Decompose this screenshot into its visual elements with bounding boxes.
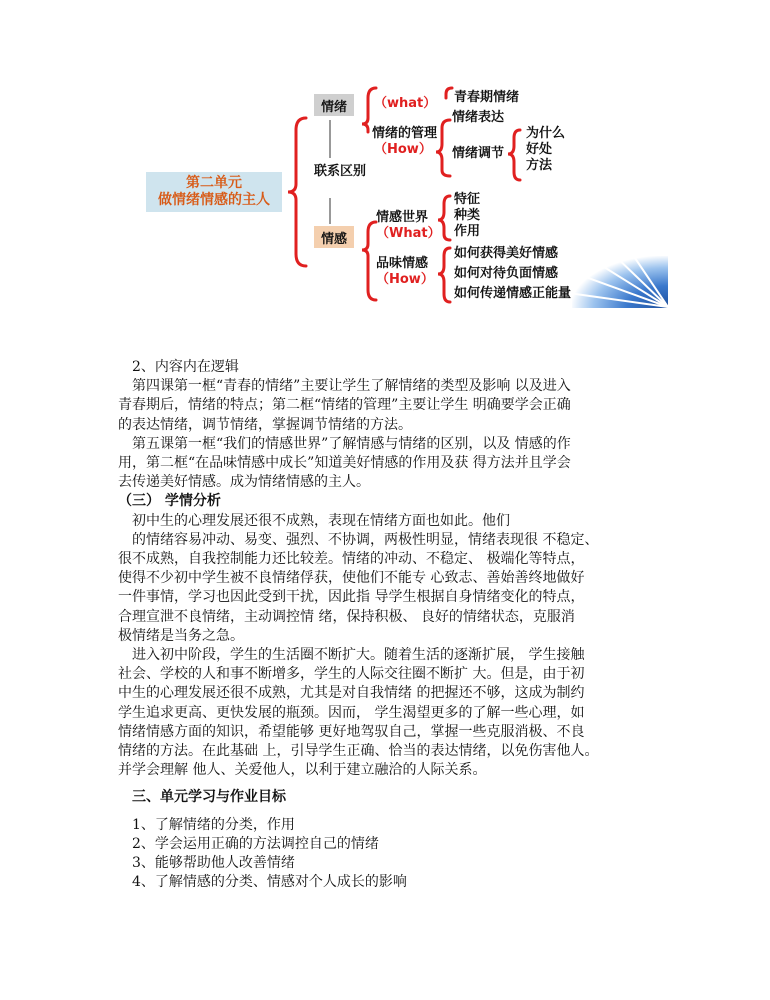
feeling-world-item-1: 种类	[454, 208, 481, 223]
para2-line-0: 第五课第一框“我们的情感世界”了解情感与情绪的区别，以及 情感的作	[132, 435, 571, 452]
para4-line-1: 社会、学校的人和事不断增多，学生的人际交往圈不断扩 大。但是，由于初	[118, 666, 585, 683]
savor-item-0: 如何获得美好情感	[454, 246, 559, 261]
para4-line-4: 情绪情感方面的知识，希望能够 更好地驾驭自己，掌握一些克服消极、不良	[118, 723, 585, 740]
para4-line-0: 进入初中阶段，学生的生活圈不断扩大。随着生活的逐渐扩展， 学生接触	[132, 647, 585, 664]
regulation-item-2: 方法	[526, 158, 553, 173]
flower-decoration	[572, 256, 668, 308]
para3-line-0: 初中生的心理发展还很不成熟，表现在情绪方面也如此。他们	[132, 512, 510, 529]
feeling-world-paren: （What）	[376, 226, 441, 241]
para3-line-3: 使得不少初中学生被不良情绪俘获，使他们不能专 心致志、善始善终地做好	[118, 570, 585, 587]
para3-line-6: 极情绪是当务之急。	[118, 627, 244, 644]
goal-item-2: 3、能够帮助他人改善情绪	[132, 855, 295, 872]
para4-line-6: 并学会理解 他人、关爱他人，以利于建立融洽的人际关系。	[118, 762, 487, 779]
concept-map-figure	[146, 84, 668, 308]
para4-line-2: 中生的心理发展还很不成熟，尤其是对自我情绪 的把握还不够，这成为制约	[118, 685, 585, 702]
emotion-what-paren: （what）	[374, 96, 437, 111]
unit-title-line2: 做情绪情感的主人	[158, 192, 270, 208]
savor-item-1: 如何对待负面情感	[454, 266, 559, 281]
youth-emotion-label: 青春期情绪	[454, 90, 520, 105]
savor-bracket	[438, 248, 450, 302]
unit-title-box	[146, 172, 282, 212]
goal-item-0: 1、了解情绪的分类，作用	[132, 816, 295, 833]
regulation-item-1: 好处	[526, 142, 553, 157]
youth-bracket	[446, 88, 452, 98]
emotion-manage-paren: （How）	[374, 142, 432, 157]
section-title-logic: 2、内容内在逻辑	[132, 359, 239, 375]
savor-item-2: 如何传递情感正能量	[454, 286, 572, 301]
para3-line-1: 的情绪容易冲动、易变、强烈、不协调，两极性明显，情绪表现很 不稳定、	[132, 531, 599, 548]
manage-bracket	[436, 120, 450, 176]
section-title-analysis: （三） 学情分析	[118, 493, 221, 510]
goal-item-3: 4、了解情感的分类、情感对个人成长的影响	[132, 874, 407, 891]
emotion-manage-label: 情绪的管理	[372, 126, 438, 141]
regulation-bracket	[508, 130, 520, 180]
savor-feeling-paren: （How）	[376, 272, 434, 287]
para4-line-5: 情绪的方法。在此基础 上，引导学生正确、恰当的表达情绪，以免伤害他人。	[118, 743, 599, 760]
para2-line-2: 去传递美好情感。成为情绪情感的主人。	[118, 474, 370, 491]
main-bracket	[288, 118, 306, 266]
goal-item-1: 2、学会运用正确的方法调控自己的情绪	[132, 835, 379, 852]
para3-line-4: 一件事情，学习也因此受到干扰，因此指 导学生根据自身情绪变化的特点，	[118, 589, 585, 606]
feeling-bracket	[362, 222, 376, 300]
emotion-box: 情绪	[314, 94, 354, 116]
feeling-world-label: 情感世界	[376, 210, 429, 225]
para2-line-1: 用，第二框“在品味情感中成长”知道美好情感的作用及获 得方法并且学会	[118, 455, 571, 472]
feeling-box: 情感	[314, 226, 354, 248]
para1-line-1: 青春期后，情绪的特点；第二框“情绪的管理”主要让学生 明确要学会正确	[118, 397, 571, 414]
unit-title-line1: 第二单元	[186, 175, 242, 191]
feeling-world-item-2: 作用	[454, 224, 481, 239]
feeling-world-item-0: 特征	[454, 192, 481, 207]
emotion-regulation-label: 情绪调节	[452, 146, 505, 161]
para3-line-2: 很不成熟，自我控制能力还比较差。情绪的冲动、不稳定、 极端化等特点，	[118, 551, 585, 568]
section-title-goals: 三、单元学习与作业目标	[132, 789, 286, 806]
para1-line-0: 第四课第一框“青春的情绪”主要让学生了解情绪的类型及影响 以及进入	[132, 378, 571, 395]
savor-feeling-label: 品味情感	[376, 256, 429, 271]
document-body	[118, 358, 678, 892]
connect-diff-label: 联系区别	[314, 164, 367, 179]
para4-line-3: 学生追求更高、更快发展的瓶颈。因而， 学生渴望更多的了解一些心理，如	[118, 704, 585, 721]
para1-line-2: 的表达情绪，调节情绪，掌握调节情绪的方法。	[118, 416, 412, 433]
emotion-expression-label: 情绪表达	[452, 110, 505, 125]
regulation-item-0: 为什么	[526, 126, 566, 141]
para3-line-5: 合理宣泄不良情绪，主动调控情 绪，保持积极、 良好的情绪状态，克服消	[118, 608, 575, 625]
